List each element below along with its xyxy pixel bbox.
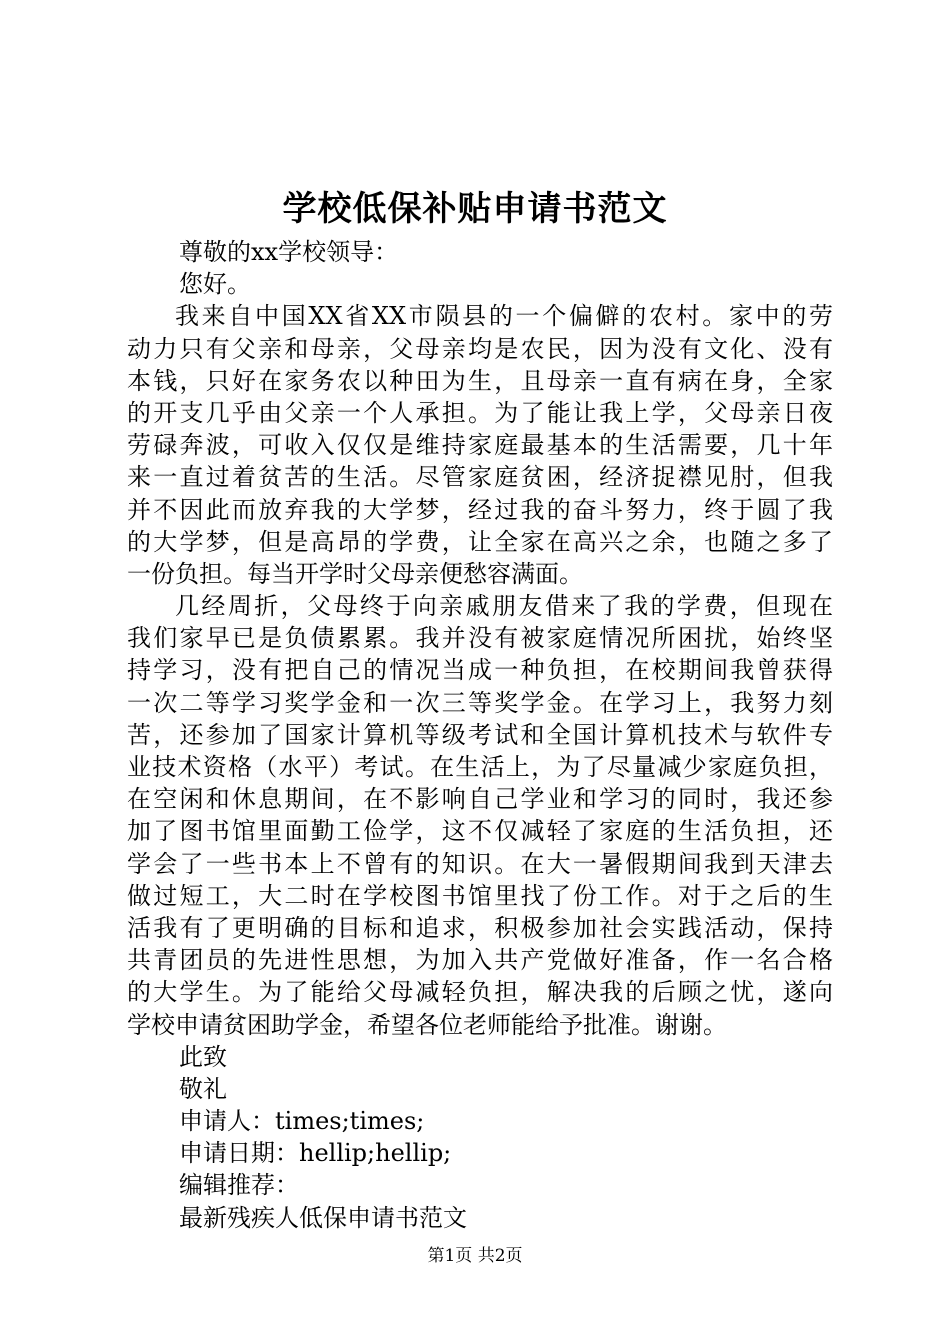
closing-line: 敬礼	[179, 1074, 227, 1103]
paragraph-line: 的大学生。为了能给父母减轻负担，解决我的后顾之忧，遂向	[127, 978, 833, 1007]
paragraph-line: 在空闲和休息期间，在不影响自己学业和学习的同时，我还参	[127, 785, 833, 814]
paragraph-line: 的开支几乎由父亲一个人承担。为了能让我上学，父母亲日夜	[127, 398, 833, 427]
paragraph-line: 加了图书馆里面勤工俭学，这不仅减轻了家庭的生活负担，还	[127, 817, 833, 846]
paragraph-line: 动力只有父亲和母亲，父母亲均是农民，因为没有文化、没有	[127, 334, 833, 363]
salutation: 尊敬的xx学校领导：	[179, 238, 399, 266]
editor-recommend-label: 编辑推荐：	[179, 1171, 299, 1200]
paragraph-line: 来一直过着贫苦的生活。尽管家庭贫困，经济捉襟见肘，但我	[127, 463, 833, 492]
paragraph-line: 持学习，没有把自己的情况当成一种负担，在校期间我曾获得	[127, 656, 833, 685]
recommended-article-link[interactable]: 最新残疾人低保申请书范文	[179, 1203, 467, 1232]
paragraph-line: 苦，还参加了国家计算机等级考试和全国计算机技术与软件专	[127, 720, 833, 749]
date-line: 申请日期：hellip;hellip;	[179, 1139, 452, 1168]
paragraph-line: 几经周折，父母终于向亲戚朋友借来了我的学费，但现在	[175, 592, 833, 621]
applicant-line: 申请人：times;times;	[179, 1107, 425, 1136]
paragraph-line: 一次二等学习奖学金和一次三等奖学金。在学习上，我努力刻	[127, 688, 833, 717]
document-title: 学校低保补贴申请书范文	[282, 189, 668, 229]
page-footer: 第1页 共2页	[427, 1246, 523, 1266]
paragraph-line: 劳碌奔波，可收入仅仅是维持家庭最基本的生活需要，几十年	[127, 431, 833, 460]
paragraph-line: 我们家早已是负债累累。我并没有被家庭情况所困扰，始终坚	[127, 624, 833, 653]
closing-line: 此致	[179, 1042, 227, 1071]
greeting: 您好。	[179, 270, 251, 299]
paragraph-line: 的大学梦，但是高昂的学费，让全家在高兴之余，也随之多了	[127, 527, 833, 556]
paragraph-line: 本钱，只好在家务农以种田为生，且母亲一直有病在身，全家	[127, 366, 833, 395]
paragraph-line: 做过短工，大二时在学校图书馆里找了份工作。对于之后的生	[127, 881, 833, 910]
document-body	[127, 236, 833, 1234]
paragraph-line: 共青团员的先进性思想，为加入共产党做好准备，作一名合格	[127, 946, 833, 975]
paragraph-line: 我来自中国XX省XX市陨县的一个偏僻的农村。家中的劳	[175, 302, 833, 331]
paragraph-line: 业技术资格（水平）考试。在生活上，为了尽量减少家庭负担，	[127, 753, 833, 781]
paragraph-line: 活我有了更明确的目标和追求，积极参加社会实践活动，保持	[127, 913, 833, 942]
paragraph-line: 学校申请贫困助学金，希望各位老师能给予批准。谢谢。	[127, 1010, 727, 1039]
paragraph-line: 学会了一些书本上不曾有的知识。在大一暑假期间我到天津去	[127, 849, 833, 878]
paragraph-line: 一份负担。每当开学时父母亲便愁容满面。	[127, 559, 583, 588]
paragraph-line: 并不因此而放弃我的大学梦，经过我的奋斗努力，终于圆了我	[127, 495, 833, 524]
